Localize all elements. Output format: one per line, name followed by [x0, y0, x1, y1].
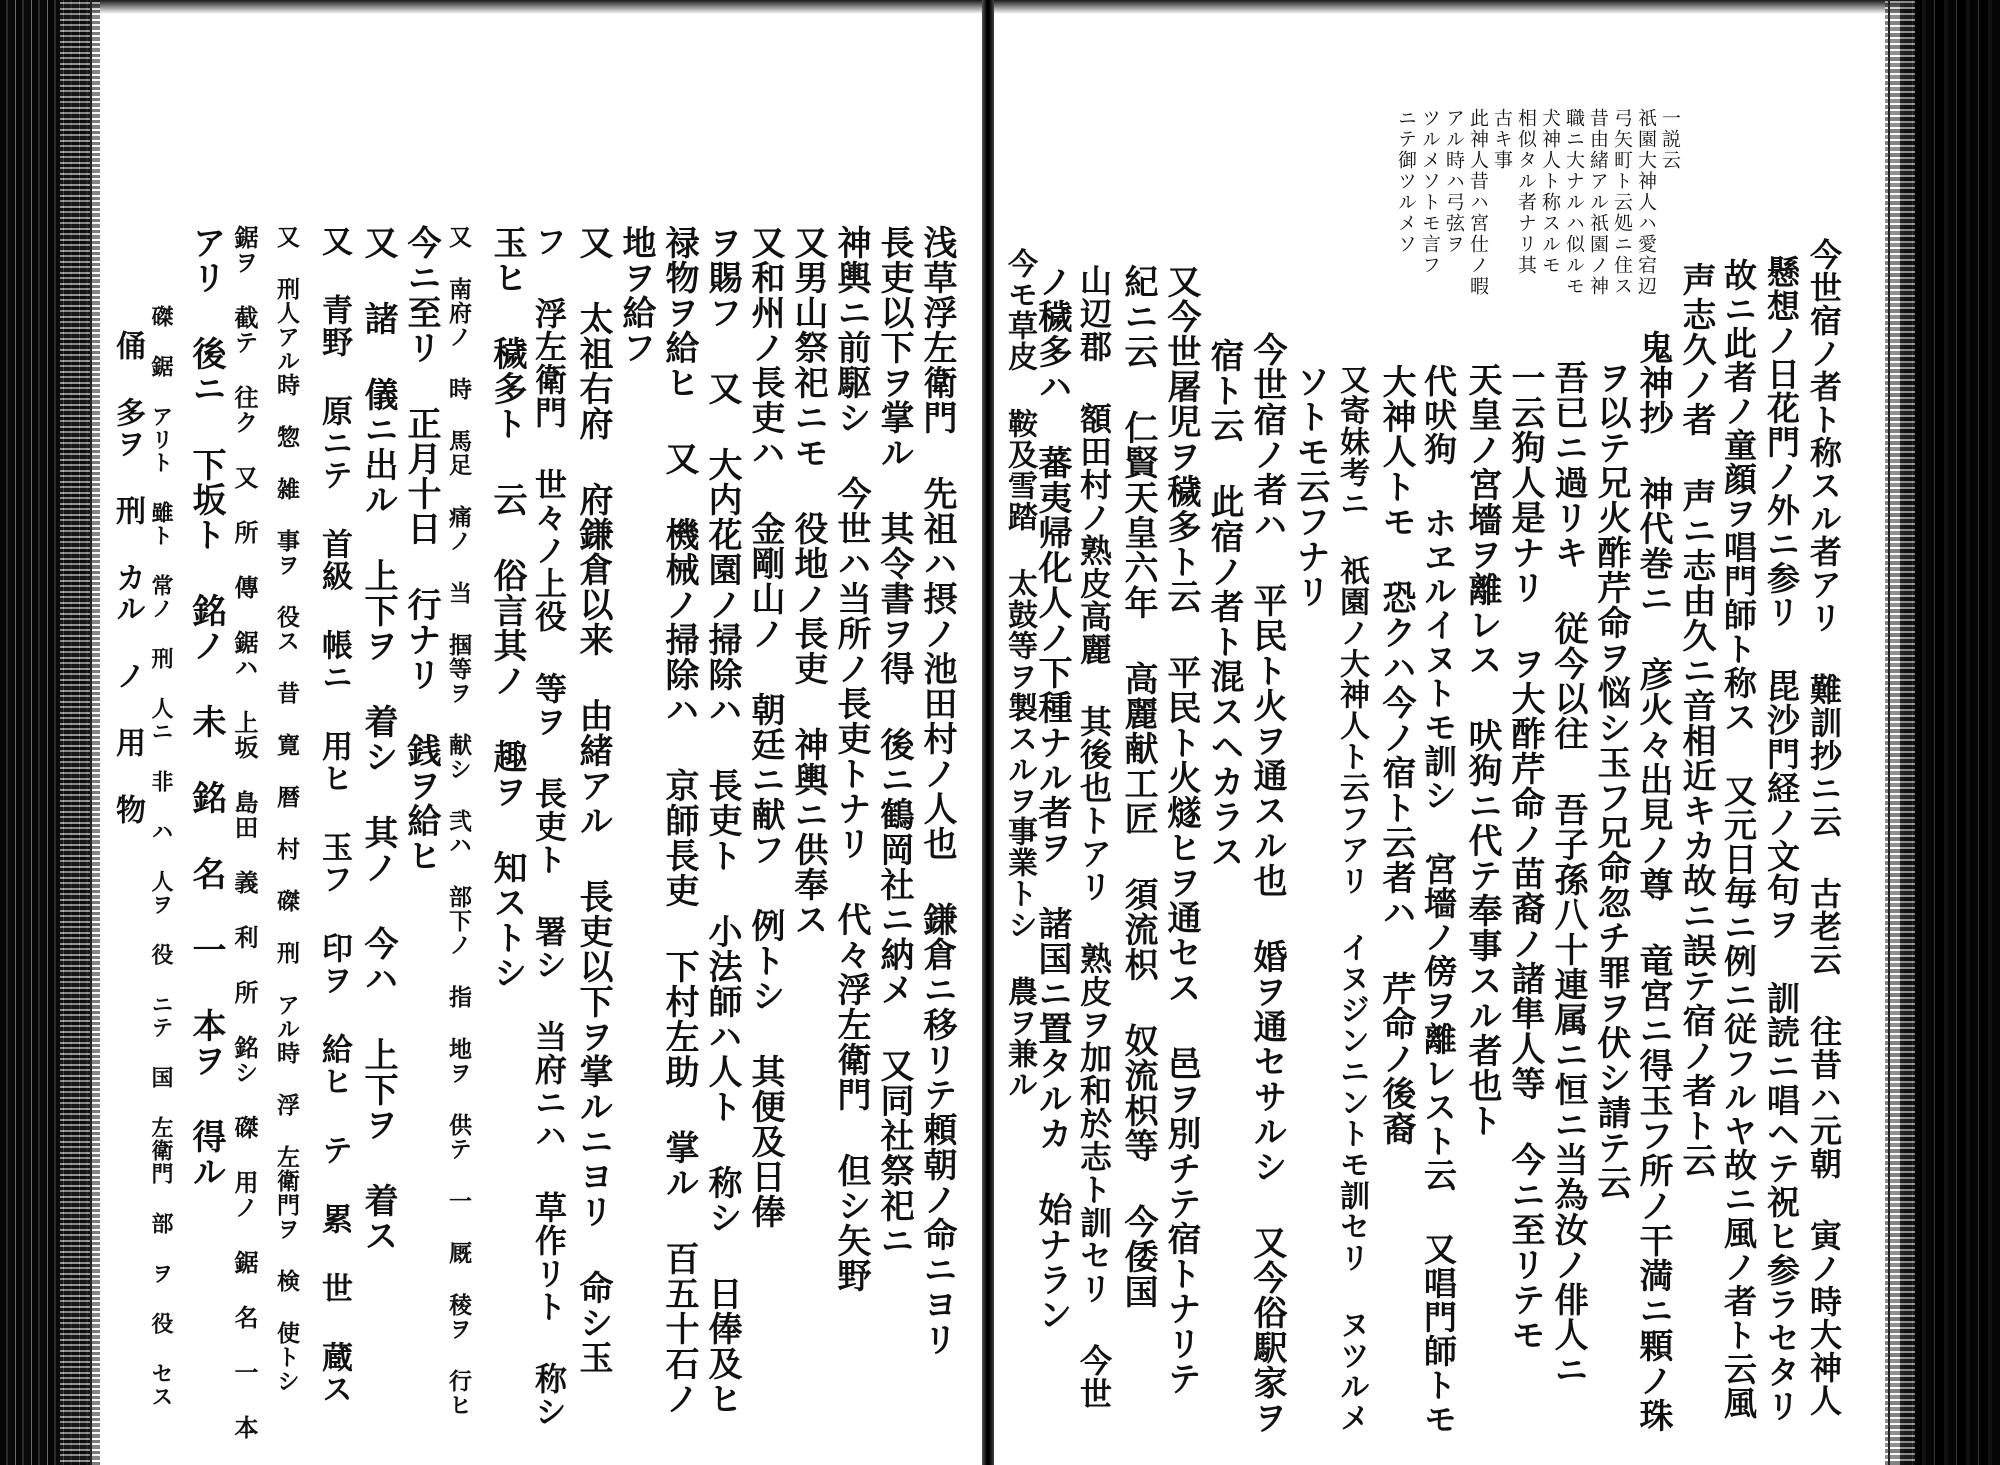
text-column: 又 刑人アル時 惣 雑 事ヲ 役ス 昔 寛 暦 村 磔 刑 アル時 浮 左衛門ヲ 検 使トシ — [273, 225, 300, 1393]
text-column: 山辺郡 額田村ノ熟皮高麗 其後也トアリ 熟皮ヲ加和於志ト訓セリ 今世 — [1075, 264, 1113, 1410]
text-column: 今ニ至リ 正月十日 行ナリ 銭ヲ給ヒ — [401, 225, 441, 873]
text-column: 声志久ノ者 声ニ志由久ニ音相近キカ故ニ誤テ宿ノ者ト云 — [1676, 262, 1716, 1178]
text-column: ヲ賜フ 又 大内花園ノ掃除ハ 長吏ト 小法師ハ人ト 称シ 日俸及ヒ — [702, 225, 742, 1416]
text-column: 地ヲ給フ — [616, 225, 656, 365]
text-column: 又 青野 原ニテ 首級 帳ニ 用ヒ 玉フ 印ヲ 給ヒ テ 累 世 蔵ス — [316, 225, 352, 1405]
text-column: 宿ト云 此宿ノ者ト混スヘカラス — [1204, 338, 1244, 869]
note-column: 犬神人ト称スルモ — [1539, 108, 1561, 276]
note-column: 一説云 — [1659, 108, 1681, 171]
text-column: 鬼神抄 神代巻ニ 彦火々出見ノ尊 竜宮ニ得玉フ所ノ干満ニ顆ノ珠 — [1633, 330, 1673, 1433]
note-column: 弓矢町ト云処ニ住ス — [1611, 108, 1633, 297]
text-column: 玉ヒ 穢多ト 云 俗言其ノ 趣ヲ 知ストシ — [487, 225, 527, 990]
note-column: 祇園大神人ハ愛宕辺 — [1635, 108, 1657, 297]
note-column: ニテ御ツルメソ — [1395, 108, 1417, 255]
book-gutter — [982, 0, 994, 1465]
text-column: 今モ草皮 鞍及雪踏 太鼓等ヲ製スルヲ事業トシ 農ヲ兼ル — [1002, 248, 1037, 1100]
text-column: 懸想ノ日花門ノ外ニ参リ 毘沙門経ノ文句ヲ 訓読ニ唱ヘテ祝ヒ参ラセタリ — [1762, 255, 1801, 1423]
text-column: フ 浮左衛門 世々ノ上役 等ヲ 長吏ト 署シ 当府ニハ 草作リト 称シ — [530, 225, 568, 1428]
text-column: 今世宿ノ者ハ 平民ト火ヲ通スル也 婚ヲ通セサルシ 又今俗駅家ヲ — [1247, 332, 1287, 1435]
right-book-edge — [1900, 0, 2000, 1465]
text-column: 禄物ヲ給ヒ 又 機械ノ掃除ハ 京師長吏 下村左助 掌ル 百五十石ノ — [659, 225, 699, 1416]
note-column: ツルメソトモ言フ — [1419, 108, 1441, 276]
text-column: ノ穢多ハ 蕃夷帰化人ノ下種ナル者ヲ 諸国ニ置タルカ 始ナラン — [1032, 264, 1072, 1332]
text-column: 又和州ノ長吏ハ 金剛山ノ 朝廷ニ献フ 例トシ 其便及日俸 — [745, 225, 785, 1229]
text-column: 又 南府ノ 時 馬足 痛ノ 当 掴等ヲ 献シ 弐ハ 部下ノ 指 地ヲ 供テ 一 厩 稜ヲ 行ヒ — [445, 225, 472, 1417]
text-column: 一云狗人是ナリ ヲ大酢芹命ノ苗裔ノ諸隼人等 今ニ至リテモ — [1505, 360, 1545, 1352]
note-column: 職ニ大ナルハ似ルモ — [1563, 108, 1585, 297]
text-column: 又寄妹考ニ 祇園ノ大神人ト云フアリ イヌジンニントモ訓セリ ヌツルメ — [1334, 364, 1369, 1433]
text-column: ソトモ云フナリ — [1290, 364, 1330, 609]
text-column: 吾已ニ過リキ 従今以往 吾子孫八十連属ニ恒ニ当為汝ノ俳人ニ — [1548, 360, 1588, 1387]
note-column: 昔由緒アル祇園ノ神 — [1587, 108, 1609, 297]
text-column: 磔 鋸 アリト 雖ト 常ノ 刑 人ニ 非 ハ 人ヲ 役 ニテ 国 左衛門 部 ヲ 役 セス — [148, 305, 174, 1408]
text-column: 紀ニ云 仁賢天皇六年 高麗献工匠 須流枳 奴流枳等 今倭国 — [1118, 264, 1158, 1309]
note-column: 古キ事 — [1491, 108, 1513, 171]
right-page-border — [1888, 0, 1890, 1465]
text-column: 故ニ此者ノ童顔ヲ唱門師ト称ス 又元日毎ニ例ニ従フルヤ故ニ風ノ者ト云風 — [1719, 258, 1758, 1420]
text-column: 代吠狗 ホヱルイヌトモ訓シ 宮墻ノ傍ヲ離レスト云 又唱門師トモ — [1419, 364, 1458, 1436]
note-column: 相似タル者ナリ其 — [1515, 108, 1537, 276]
text-column: 今世宿ノ者ト称スル者アリ 難訓抄ニ云 古老云 往昔ハ元朝 寅ノ時大神人 — [1805, 238, 1843, 1417]
text-column: 俑 多ヲ 刑 カル ノ 用 物 — [110, 330, 145, 825]
top-shadow — [0, 0, 2000, 14]
text-column: 鋸ヲ 截テ 往ク 又 所 傳 鋸ハ 上坂 島田 義 利 所 銘シ 磔 用ノ 鋸 名 一 本 — [230, 225, 259, 1440]
text-column: 天皇ノ宮墻ヲ離レス 吠狗ニ代テ奉事スル者也ト — [1462, 362, 1502, 1138]
text-column: 長吏以下ヲ掌ル 其令書ヲ得 後ニ鶴岡社ニ納メ 又同社祭祀ニ — [874, 225, 914, 1258]
left-page-border — [90, 0, 92, 1465]
note-column: 此神人昔ハ宮仕ノ暇 — [1467, 108, 1489, 297]
text-column: 又 太祖右府 府鎌倉以来 由緒アル 長吏以下ヲ掌ルニヨリ 命シ玉 — [573, 225, 613, 1375]
note-column: アル時ハ弓弦ヲ — [1443, 108, 1465, 255]
text-column: 又男山祭祀ニモ 役地ノ長吏 神輿ニ供奉ス — [788, 225, 828, 937]
text-column: 神輿ニ前駆シ 今世ハ当所ノ長吏トナリ 代々浮左衛門 但シ矢野 — [831, 225, 871, 1293]
left-page-stack — [60, 0, 100, 1465]
text-column: ヲ以テ兄火酢芹命ヲ悩シ玉フ兄命忽チ罪ヲ伏シ請テ云 — [1591, 360, 1631, 1200]
text-column: アリ 後ニ 下坂ト 銘ノ 未 銘 名 一 本ヲ 得ル — [186, 225, 226, 1189]
text-column: 又 諸 儀ニ出ル 上下ヲ 着シ 其ノ 今ハ 上下ヲ 着ス — [358, 225, 398, 1253]
text-column: 浅草浮左衛門 先祖ハ摂ノ池田村ノ人也 鎌倉ニ移リテ頼朝ノ命ニヨリ — [917, 225, 957, 1357]
text-column: 大神人トモ 恐クハ今ノ宿ト云者ハ 芹命ノ後裔 — [1376, 364, 1416, 1146]
text-column: 又今世屠児ヲ穢多ト云 平民ト火燧ヒヲ通セス 邑ヲ別チテ宿トナリテ — [1161, 264, 1201, 1396]
